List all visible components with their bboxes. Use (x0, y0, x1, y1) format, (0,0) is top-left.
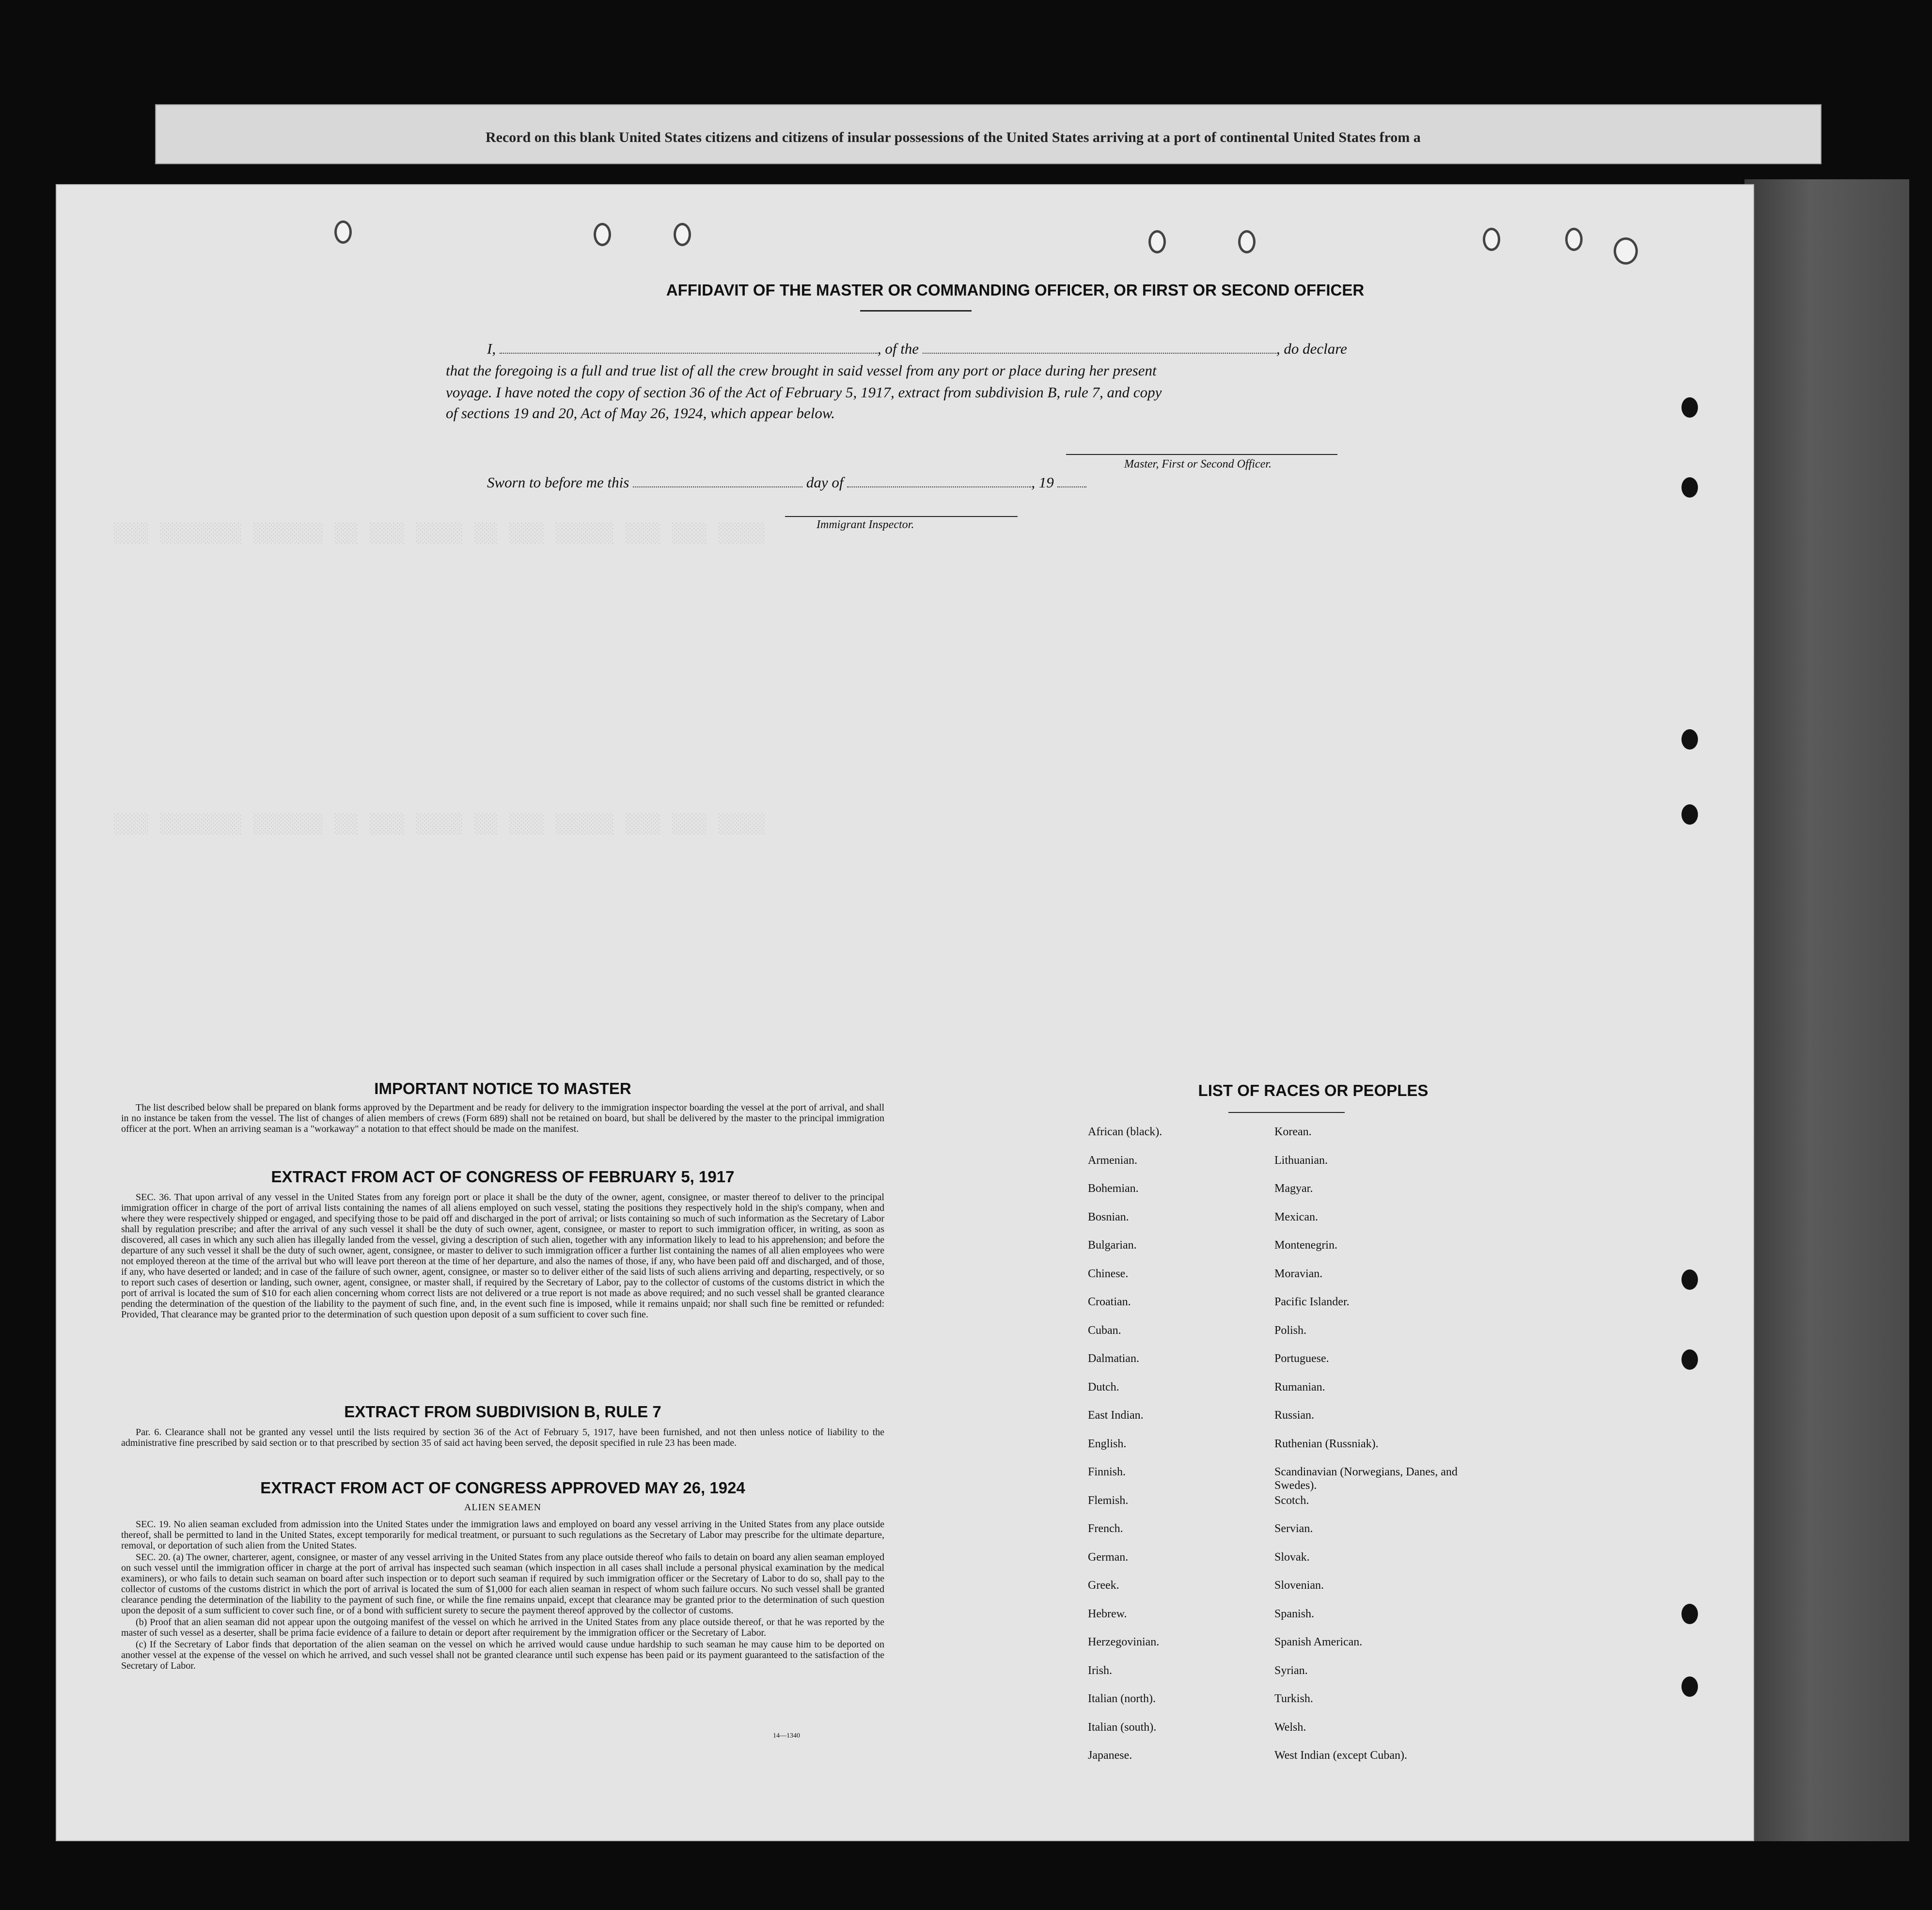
back-sheet-text: Record on this blank United States citizens and citizens of insular possessions of the United States arriving at a port of continental United States from a (486, 129, 1421, 145)
act-1924-sec-20a: SEC. 20. (a) The owner, charterer, agent, consignee, or master of any vessel arriving in the United States from any place outside thereof who fails to detain on board any alien seaman employed on such vessel until the immigration officer in charge at the port of arrival has inspected such seaman (which inspection in all cases shall include a personal physical examination by the medical examiners), or who fails to detain such seaman on board after such inspection or to deport such seaman if required by such immigration officer or the Secretary of Labor to do so, shall pay to the collector of customs of the customs district in which the port of arrival is located the sum of $1,000 for each alien seaman in respect of whom such failure occurs. No such vessel shall be granted clearance pending the determination of the liability to the payment of such fine, or while the fine remains unpaid, except that clearance may be granted prior to the determination of such question upon the deposit of a sum sufficient to cover such fine, or of a bond with sufficient surety to secure the payment thereof approved by the collector of customs. (121, 1552, 884, 1616)
punch-hole (1565, 228, 1583, 251)
binder-hole (1681, 1604, 1698, 1624)
race-item: German. (1088, 1550, 1129, 1564)
affidavit-line-1 (487, 340, 1347, 358)
affidavit-line-3: voyage. I have noted the copy of section 36 of the Act of February 5, 1917, extract from subdivision B, rule 7, and copy (446, 384, 1162, 401)
sworn-year-blank (1057, 486, 1086, 487)
race-item: Armenian. (1088, 1154, 1137, 1167)
affidavit-title-rule (860, 310, 972, 312)
master-signature-line (1066, 454, 1337, 455)
sworn-text: Sworn to before me this (487, 474, 629, 491)
race-item: Portuguese. (1274, 1352, 1329, 1365)
race-item: Croatian. (1088, 1296, 1131, 1308)
act-1924-title: EXTRACT FROM ACT OF CONGRESS APPROVED MAY 26, 1924 (260, 1479, 745, 1497)
binder-hole (1681, 397, 1698, 418)
race-item: Slovenian. (1274, 1579, 1324, 1592)
binder-hole (1681, 1676, 1698, 1697)
race-item: Dalmatian. (1088, 1352, 1139, 1365)
affidavit-of-the: , of the (877, 340, 919, 357)
punch-hole (1483, 228, 1500, 251)
sworn-year-19: , 19 (1031, 474, 1054, 491)
race-item: Finnish. (1088, 1466, 1126, 1478)
rule-7-paragraph: Par. 6. Clearance shall not be granted any vessel until the lists required by section 36 of the Act of February 5, 1917, have been furnished, and not then unless notice of liability to the administrative fine prescribed by said section or to that prescribed by section 35 of said act having been served, the deposit specified in rule 23 has been made. (121, 1427, 884, 1448)
race-item: Welsh. (1274, 1721, 1306, 1734)
race-item: French. (1088, 1522, 1123, 1535)
punch-hole (1148, 230, 1166, 253)
act-1924-sec-20c: (c) If the Secretary of Labor finds that deportation of the alien seaman on the vessel on which he arrived would cause undue hardship to such seaman he may cause him to be deported on another vessel at the expense of the vessel on which he arrived, and such vessel shall not be granted clearance until such expense has been paid or its payment guaranteed to the satisfaction of the Secretary of Labor. (121, 1639, 884, 1671)
sworn-month-blank (847, 486, 1031, 487)
rule-7-title: EXTRACT FROM SUBDIVISION B, RULE 7 (344, 1403, 661, 1421)
race-item: Syrian. (1274, 1664, 1308, 1677)
sworn-day-blank (633, 486, 802, 487)
race-item: Russian. (1274, 1409, 1315, 1422)
act-1924-text (121, 1519, 884, 1672)
notice-title: IMPORTANT NOTICE TO MASTER (374, 1080, 631, 1097)
form-number: 14—1340 (773, 1732, 800, 1739)
race-item: Pacific Islander. (1274, 1296, 1350, 1308)
binder-hole (1681, 477, 1698, 498)
punch-hole (674, 223, 691, 246)
inspector-signature-line (785, 516, 1018, 517)
race-item: Japanese. (1088, 1749, 1132, 1762)
race-item: Scotch. (1274, 1494, 1309, 1507)
race-item: West Indian (except Cuban). (1274, 1749, 1407, 1762)
affidavit-i: I, (487, 340, 496, 357)
race-item: Scandinavian (Norwegians, Danes, and Swedes). (1274, 1466, 1458, 1492)
affidavit-title: AFFIDAVIT OF THE MASTER OR COMMANDING OFFICER, OR FIRST OR SECOND OFFICER (666, 281, 1365, 299)
race-item: Magyar. (1274, 1182, 1313, 1195)
race-item: Dutch. (1088, 1380, 1119, 1393)
act-1924-subtitle: ALIEN SEAMEN (464, 1502, 542, 1513)
race-item: Servian. (1274, 1522, 1313, 1535)
race-item: Italian (north). (1088, 1692, 1156, 1705)
act-1917-paragraph: SEC. 36. That upon arrival of any vessel in the United States from any foreign port or place it shall be the duty of the owner, agent, consignee, or master thereof to deliver to the principal immigration officer in charge of the port of arrival lists containing the names of all aliens employed on such vessel, stating the positions they respectively hold in the ship's company, when and where they were respectively shipped or engaged, and specifying those to be paid off and discharged in the port of arrival; or lists containing so much of such information as the Secretary of Labor shall by regulation prescribe; and after the arrival of any such vessel it shall be the duty of such owner, agent, consignee, or master to report to such immigration officer, in writing, as soon as discovered, all cases in which any such alien has illegally landed from the vessel, giving a description of such alien, together with any information likely to lead to his apprehension; and before the departure of any such vessel it shall be the duty of such owner, agent, consignee, or master to deliver to such immigration officer a further list containing the names of all alien employees who were not employed thereon at the time of the arrival but who will leave port thereon at the time of her departure, and also the names of those, if any, who have been paid off and discharged, and of those, if any, who have deserted or landed; and in case of the failure of such owner, agent, consignee, or master so to deliver either of the said lists of such aliens arriving and departing, respectively, or so to report such cases of desertion or landing, such owner, agent, consignee, or master shall, if required by the Secretary of Labor, pay to the collector of customs of the customs district in which the port of arrival is located the sum of $10 for each alien concerning whom correct lists are not delivered or a true report is not made as above required; and no such vessel shall be granted clearance pending the determination of the question of the liability to the payment of such fine, and, in the event such fine is imposed, while it remains unpaid; nor shall such fine be remitted or refunded: Provided, That clearance may be granted prior to the determination of such question upon deposit of a sum sufficient to cover such fine. (121, 1192, 884, 1320)
binder-hole (1681, 729, 1698, 750)
race-item: Herzegovinian. (1088, 1636, 1160, 1648)
race-item: Spanish. (1274, 1607, 1315, 1620)
act-1924-sec-20b: (b) Proof that an alien seaman did not appear upon the outgoing manifest of the vessel on which he arrived in the United States from any place outside thereof, or that he was reported by the master of such vessel as a deserter, shall be prima facie evidence of a failure to detain or deport after requirement by the immigration officer or the Secretary of Labor. (121, 1617, 884, 1638)
act-1924-sec-19: SEC. 19. No alien seaman excluded from admission into the United States under the immigration laws and employed on board any vessel arriving in the United States from any place outside thereof, shall be permitted to land in the United States, except temporarily for medical treatment, or pursuant to such regulations as the Secretary of Labor may prescribe for the ultimate departure, removal, or deportation of such alien from the United States. (121, 1519, 884, 1551)
rule-7-text (121, 1427, 884, 1449)
binder-hole (1681, 1269, 1698, 1290)
binder-hole (1681, 804, 1698, 825)
race-item: Mexican. (1274, 1210, 1318, 1223)
race-item: Korean. (1274, 1126, 1312, 1138)
race-item: Rumanian. (1274, 1380, 1325, 1393)
race-item: Ruthenian (Russniak). (1274, 1437, 1379, 1450)
name-blank (500, 353, 878, 354)
races-title-rule (1228, 1112, 1345, 1113)
act-1917-text (121, 1192, 884, 1321)
back-sheet (155, 104, 1822, 164)
ghost-row-marks: ░░░ ░░░░░░░ ░░░░░░ ░░ ░░░ ░░░░ ░░ ░░░ ░░░░░ ░░░ ░░░ ░░░░ (114, 523, 766, 545)
race-item: Lithuanian. (1274, 1154, 1328, 1167)
races-title: LIST OF RACES OR PEOPLES (1198, 1081, 1429, 1099)
act-1917-title: EXTRACT FROM ACT OF CONGRESS OF FEBRUARY 5, 1917 (271, 1168, 735, 1186)
race-item: Polish. (1274, 1324, 1307, 1337)
punch-hole (334, 220, 352, 244)
notice-paragraph: The list described below shall be prepared on blank forms approved by the Department and be ready for delivery to the immigration inspector boarding the vessel at the port of arrival, and shall in no instance be taken from the vessel. The list of changes of alien members of crews (Form 689) shall not be retained on board, but shall be delivered by the master to the principal immigration officer at the port. When an arriving seaman is a "workaway" a notation to that effect should be made on the manifest. (121, 1102, 884, 1134)
race-item: Hebrew. (1088, 1607, 1127, 1620)
race-item: Moravian. (1274, 1267, 1323, 1280)
race-item: Slovak. (1274, 1550, 1310, 1564)
race-item: Flemish. (1088, 1494, 1129, 1507)
inspector-signature-label: Immigrant Inspector. (817, 518, 914, 531)
race-item: Cuban. (1088, 1324, 1121, 1337)
manifest-page (56, 184, 1754, 1841)
race-item: Bohemian. (1088, 1182, 1139, 1195)
race-item: Spanish American. (1274, 1636, 1363, 1648)
punch-hole (594, 223, 611, 246)
master-signature-label: Master, First or Second Officer. (1124, 458, 1272, 470)
punch-hole (1614, 237, 1638, 265)
race-item: Italian (south). (1088, 1721, 1157, 1734)
vessel-blank (923, 353, 1276, 354)
race-item: English. (1088, 1437, 1127, 1450)
affidavit-line-4: of sections 19 and 20, Act of May 26, 1924, which appear below. (446, 405, 835, 422)
punch-hole (1238, 230, 1256, 253)
race-item: Greek. (1088, 1579, 1119, 1592)
race-item: Irish. (1088, 1664, 1112, 1677)
affidavit-do-declare: , do declare (1276, 340, 1347, 357)
race-item: African (black). (1088, 1126, 1162, 1138)
races-column-2 (1274, 1125, 1478, 1777)
sworn-day-of: day of (806, 474, 844, 491)
binder-hole (1681, 1349, 1698, 1370)
race-item: Montenegrin. (1274, 1239, 1337, 1252)
right-paper-strip (1744, 179, 1909, 1841)
race-item: East Indian. (1088, 1409, 1144, 1422)
ghost-row-marks: ░░░ ░░░░░░░ ░░░░░░ ░░ ░░░ ░░░░ ░░ ░░░ ░░░░░ ░░░ ░░░ ░░░░ (114, 814, 766, 836)
race-item: Bulgarian. (1088, 1239, 1137, 1252)
race-item: Turkish. (1274, 1692, 1313, 1705)
affidavit-line-2: that the foregoing is a full and true list of all the crew brought in said vessel from any port or place during her present (446, 362, 1157, 379)
race-item: Chinese. (1088, 1267, 1129, 1280)
race-item: Bosnian. (1088, 1210, 1129, 1223)
sworn-line (487, 474, 1086, 491)
races-column-1 (1088, 1125, 1262, 1777)
notice-text (121, 1102, 884, 1135)
